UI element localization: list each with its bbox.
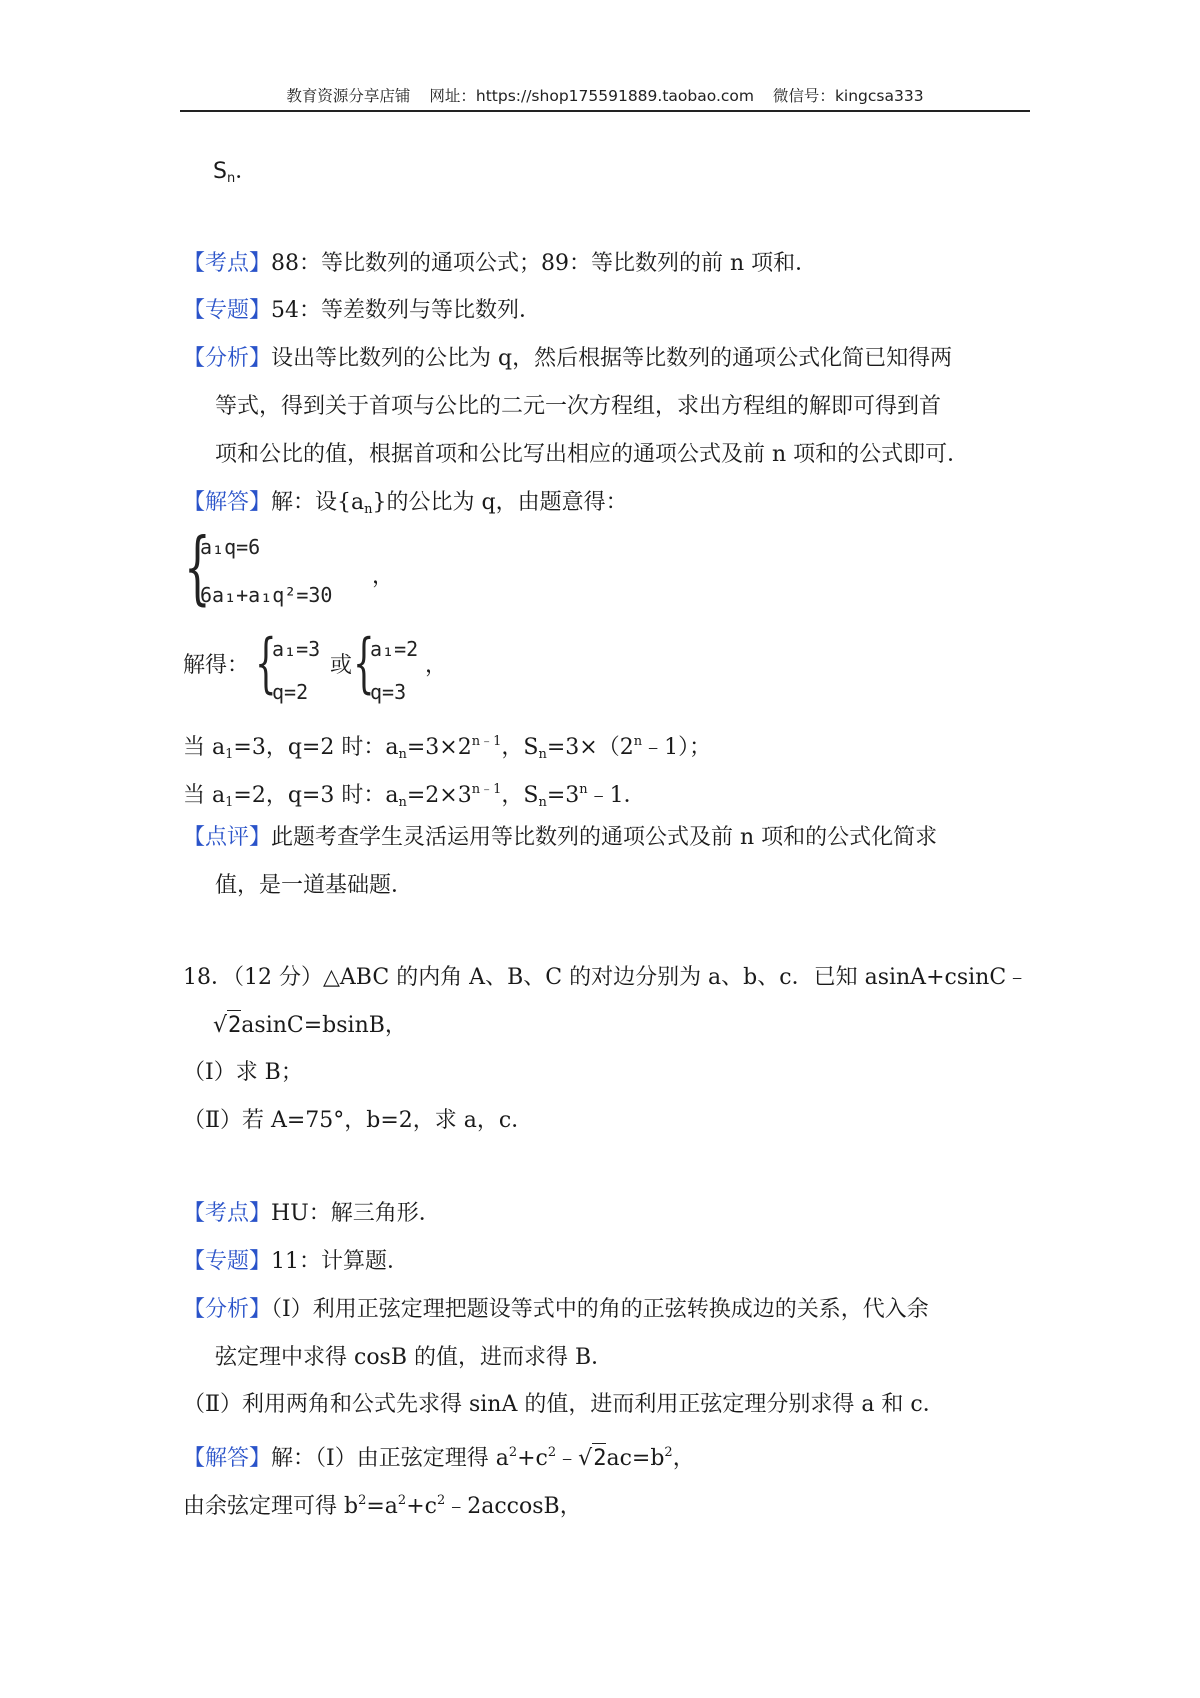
jieda-tag: 【解答】 [183,1446,272,1471]
solution-2-q: q=3 [370,680,407,704]
jieda-tag: 【解答】 [183,490,272,515]
sn-line: $S_n$． [213,159,258,186]
zhuanti-tag: 【专题】 [183,1249,272,1274]
q18-last: 由余弦定理可得 $b^2=a^2+c^2﹣2accosB$， [183,1493,582,1519]
or-word: 或 [330,653,353,678]
zhuanti-tag: 【专题】 [183,298,272,323]
fenxi-tag: 【分析】 [183,346,272,371]
sqrt-2: √2 [578,1443,606,1474]
system-eq-2: 6a₁+a₁q²=30 [200,583,333,607]
q18-jieda: 【解答】解：（Ⅰ）由正弦定理得 $a^2+c^2﹣√2ac=b^2$， [183,1438,695,1474]
q17-dianping-1: 【点评】此题考查学生灵活运用等比数列的通项公式及前 n 项和的公式化简求 [183,825,938,850]
system-eq-1: a₁q=6 [200,535,261,559]
q18-fenxi-2: 弦定理中求得 cosB 的值，进而求得 B． [215,1345,614,1370]
header-rule [180,110,1030,112]
q18-zhuanti: 【专题】11：计算题． [183,1249,410,1274]
q18-stem-2: √2asinC=bsinB， [213,1010,407,1041]
q18-stem-1: 18．（12 分）△ABC 的内角 A、B、C 的对边分别为 a、b、c．已知 asinA+csinC﹣ [183,965,1029,990]
dianping-tag: 【点评】 [183,825,272,850]
q18-fenxi-3: （Ⅱ）利用两角和公式先求得 sinA 的值，进而利用正弦定理分别求得 a 和 c． [183,1392,945,1417]
shop-name: 教育资源分享店铺 [286,87,411,105]
q18-fenxi-1: 【分析】（Ⅰ）利用正弦定理把题设等式中的角的正弦转换成边的关系，代入余 [183,1297,929,1322]
q17-dianping-2: 值，是一道基础题． [215,873,414,898]
q17-fenxi-3: 项和公比的值，根据首项和公比写出相应的通项公式及前 n 项和的公式即可． [215,442,970,467]
kaodian-tag: 【考点】 [183,251,272,276]
page-header [180,84,1030,110]
q18-part-2: （Ⅱ）若 A=75°，b=2，求 a，c． [183,1108,534,1133]
solution-1-q: q=2 [272,680,309,704]
shop-url: 网址：https://shop175591889.taobao.com [429,87,754,105]
case-1: 当 $a_1=3$，q=2 时：$a_n=3\times 2^{n﹣1}$，$S_n=3\times(2^n﹣1)$； [183,734,712,762]
system-brace: { [184,520,211,614]
solution-2-a1: a₁=2 [370,637,419,661]
q17-fenxi-1: 【分析】设出等比数列的公比为 q，然后根据等比数列的通项公式化简已知得两 [183,346,953,371]
q17-fenxi-2: 等式，得到关于首项与公比的二元一次方程组，求出方程组的解即可得到首 [215,394,942,419]
q18-kaodian: 【考点】HU：解三角形． [183,1201,441,1226]
solution-brace-2: { [353,626,375,703]
q17-kaodian: 【考点】88：等比数列的通项公式；89：等比数列的前 n 项和． [183,251,818,276]
wechat-id: 微信号：kingcsa333 [772,87,924,105]
kaodian-tag: 【考点】 [183,1201,272,1226]
q18-part-1: （Ⅰ）求 B； [183,1060,303,1085]
solution-comma: ， [425,653,448,678]
solve-label: 解得： [183,653,250,678]
fenxi-tag: 【分析】 [183,1297,272,1322]
solution-1-a1: a₁=3 [272,637,321,661]
solution-brace-1: { [255,626,277,703]
system-comma: ， [372,564,395,589]
sqrt-2: √2 [213,1010,241,1041]
case-2: 当 $a_1=2$，q=3 时：$a_n=2\times 3^{n﹣1}$，$S_n=3^n﹣1$． [183,782,646,810]
q17-jieda: 【解答】解：设$\{a_n\}$的公比为 q，由题意得： [183,490,628,517]
q17-zhuanti: 【专题】54：等差数列与等比数列． [183,298,542,323]
